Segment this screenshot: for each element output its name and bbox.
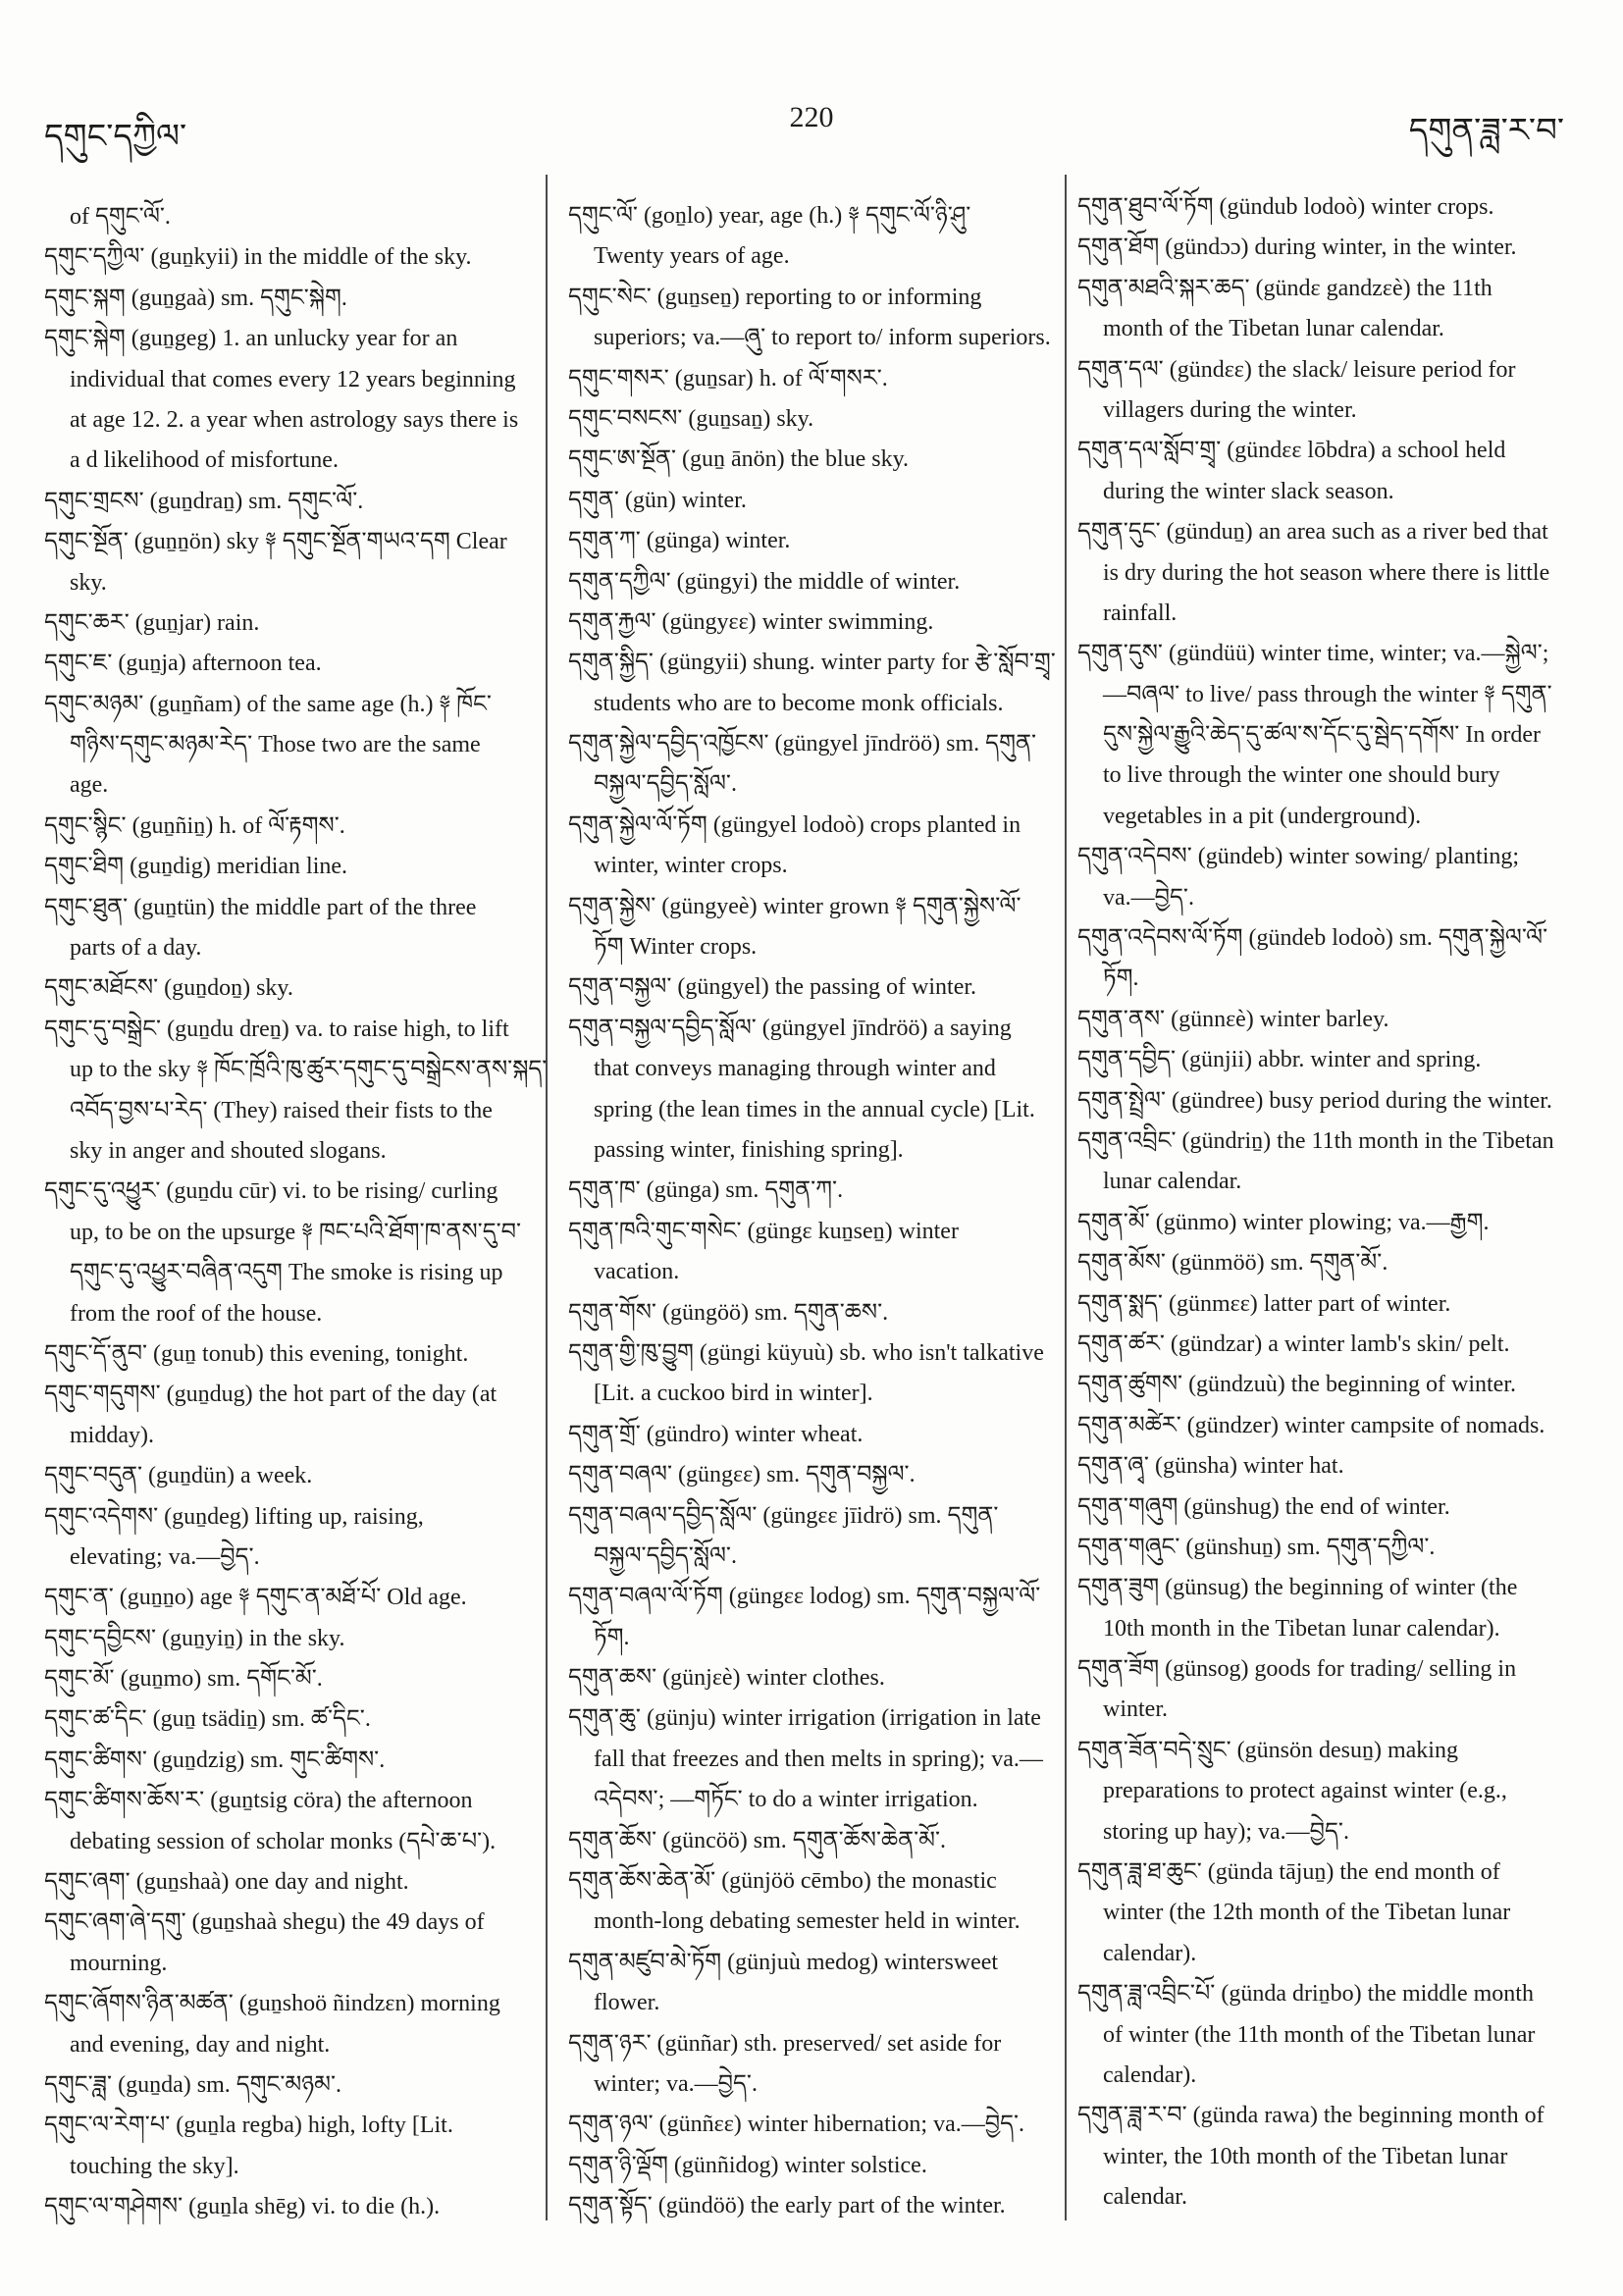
dictionary-entry bbox=[44, 2065, 540, 2106]
entry-headword-line: དགུང་མཐོངས་ (guṉdoṉ) sky. bbox=[44, 975, 293, 1002]
entry-continuation-line: elevating; va.—བྱེད་. bbox=[70, 1543, 260, 1570]
entry-headword-line: དགུན་ཟླ་ཐ་ཆུང་ (günda tājuṉ) the end month of bbox=[1077, 1859, 1500, 1886]
entry-headword-line: དགུང་ཆར་ (guṉjar) rain. bbox=[44, 609, 260, 636]
entry-continuation-line: གཉིས་དགུང་མཉམ་རེད་ Those two are the same bbox=[70, 732, 481, 758]
dictionary-entry bbox=[568, 602, 1059, 643]
entry-headword-line: དགུན་ཆུ་ (günju) winter irrigation (irrigation in late bbox=[568, 1705, 1041, 1732]
entry-continuation-line: བསྐྱལ་དབྱིད་སློལ་. bbox=[594, 1542, 737, 1569]
entry-headword-line: དགུན་བཞལ་ལོ་ཏོག (güngɛɛ lodog) sm. དགུན་བསྐྱལ་ལོ་ bbox=[568, 1584, 1041, 1610]
continued-entry-line: of དགུང་ལོ་. bbox=[70, 204, 171, 230]
dictionary-entry bbox=[44, 968, 540, 1009]
entry-headword-line: དགུང་གསར་ (guṉsar) h. of ལོ་གསར་. bbox=[568, 365, 888, 391]
dictionary-entry bbox=[1077, 228, 1578, 268]
entry-headword-line: དགུན་མཚེར་ (gündzer) winter campsite of nomads. bbox=[1077, 1412, 1545, 1438]
entry-headword-line: དགུན་ཐོག (gündɔɔ) during winter, in the winter. bbox=[1077, 235, 1517, 261]
dictionary-entry bbox=[1077, 837, 1578, 918]
dictionary-entry bbox=[44, 319, 540, 482]
dictionary-entry bbox=[1077, 187, 1578, 228]
dictionary-entry bbox=[1077, 1649, 1578, 1731]
dictionary-entry bbox=[568, 1861, 1059, 1943]
dictionary-entry bbox=[44, 1334, 540, 1375]
entry-headword-line: དགུན་སྨད་ (günmɛɛ) latter part of winter. bbox=[1077, 1290, 1451, 1317]
dictionary-entry bbox=[44, 847, 540, 887]
dictionary-entry bbox=[1077, 1852, 1578, 1974]
entry-headword-line: དགུང་མཉམ་ (guṉñam) of the same age (h.) ༈ ཁོང་ bbox=[44, 691, 492, 717]
dictionary-entry bbox=[568, 724, 1059, 806]
entry-continuation-line: va.—བྱེད་. bbox=[1103, 884, 1194, 911]
dictionary-entry bbox=[44, 1781, 540, 1862]
dictionary-entry bbox=[44, 685, 540, 807]
entry-continuation-line: month of the Tibetan lunar calendar. bbox=[1103, 316, 1444, 342]
dictionary-entry bbox=[44, 237, 540, 278]
dictionary-entry bbox=[44, 1578, 540, 1618]
entry-headword-line: དགུན་ནས་ (günnɛè) winter barley. bbox=[1077, 1006, 1389, 1032]
entry-continuation-line: sky. bbox=[70, 569, 107, 596]
entry-continuation-line: vegetables in a pit (underground). bbox=[1103, 803, 1422, 829]
dictionary-entry bbox=[1077, 1081, 1578, 1122]
dictionary-entry bbox=[568, 562, 1059, 602]
entry-headword-line: དགུང་དུ་འཕྱུར་ (guṉdu cūr) vi. to be rising/ curling bbox=[44, 1178, 498, 1205]
entry-continuation-line: ཏོག. bbox=[1103, 965, 1139, 992]
entry-continuation-line: winter. bbox=[1103, 1696, 1168, 1723]
entry-headword-line: དགུང་ན་ (guṉṉo) age ༈ དགུང་ན་མཐོ་པོ་ Old age. bbox=[44, 1585, 467, 1611]
entry-continuation-line: rainfall. bbox=[1103, 600, 1178, 626]
dictionary-entry bbox=[44, 279, 540, 319]
entry-continuation-line: འདེབས་; —གཏོང་ to do a winter irrigation. bbox=[594, 1787, 978, 1813]
dictionary-entry bbox=[44, 1010, 548, 1173]
dictionary-entry bbox=[44, 1619, 540, 1659]
entry-headword-line: དགུན་མཛུབ་མེ་ཏོག (günjuù medog) wintersweet bbox=[568, 1949, 999, 1975]
entry-continuation-line: དགུང་དུ་འཕྱུར་བཞིན་འདུག The smoke is rising up bbox=[70, 1260, 503, 1286]
entry-headword-line: དགུང་ཞོགས་ཉིན་མཚན་ (guṉshoö ñindzɛn) morning bbox=[44, 1991, 500, 2017]
column-left bbox=[44, 197, 548, 2228]
entry-headword-line: དགུན་དཀྱིལ་ (güngyi) the middle of winter. bbox=[568, 568, 961, 595]
entry-headword-line: དགུན་ཆོས་ (güncöö) sm. དགུན་ཆོས་ཆེན་མོ་. bbox=[568, 1827, 947, 1853]
dictionary-entry bbox=[568, 967, 1059, 1008]
entry-headword-line: དགུན་ཆོས་ཆེན་མོ་ (günjöö cēmbo) the monastic bbox=[568, 1868, 997, 1895]
running-head-right: དགུན་ཟླ་ར་བ་ bbox=[1408, 113, 1564, 149]
dictionary-entry bbox=[1077, 1243, 1578, 1283]
entry-continuation-line: winter, the 10th month of the Tibetan lunar bbox=[1103, 2143, 1508, 2169]
entry-continuation-line: superiors; va.—ཞུ་ to report to/ inform superiors. bbox=[594, 325, 1051, 351]
dictionary-entry bbox=[568, 2146, 1059, 2186]
dictionary-entry bbox=[568, 643, 1059, 724]
entry-continuation-line: individual that comes every 12 years beginning bbox=[70, 366, 516, 392]
dictionary-entry bbox=[1077, 2096, 1578, 2218]
entry-continuation-line: spring (the lean times in the annual cycle) [Lit. bbox=[594, 1096, 1035, 1122]
entry-headword-line: དགུན་ཟུག (günsug) the beginning of winter (the bbox=[1077, 1575, 1518, 1601]
dictionary-entry bbox=[568, 521, 1059, 561]
entry-headword-line: དགུང་ཚ་དིང་ (guṉ tsädiṉ) sm. ཚ་དིང་. bbox=[44, 1706, 371, 1733]
entry-headword-line: དགུན་སྐྱེལ་དབྱིད་འཁྱོངས་ (güngyel jīndröö) sm. དགུན་ bbox=[568, 731, 1037, 757]
column-middle bbox=[568, 196, 1059, 2227]
entry-headword-line: དགུང་ཐུན་ (guṉtün) the middle part of the three bbox=[44, 894, 477, 920]
dictionary-entry bbox=[1077, 1203, 1578, 1243]
dictionary-entry bbox=[1077, 350, 1578, 432]
dictionary-entry bbox=[1077, 918, 1578, 1000]
entry-continuation-line: ཏོག Winter crops. bbox=[594, 934, 758, 961]
dictionary-entry bbox=[568, 1455, 1059, 1495]
entry-continuation-line: debating session of scholar monks (དཔེ་ཆ་པ་). bbox=[70, 1828, 497, 1854]
entry-headword-line: དགུན་བསྐྱལ་ (güngyel) the passing of winter. bbox=[568, 974, 977, 1001]
dictionary-entry bbox=[568, 2024, 1059, 2106]
dictionary-entry bbox=[1077, 269, 1578, 350]
dictionary-entry bbox=[1077, 1000, 1578, 1040]
entry-continuation-line: villagers during the winter. bbox=[1103, 396, 1357, 423]
entry-headword-line: དགུང་ཇ་ (guṉja) afternoon tea. bbox=[44, 651, 322, 677]
entry-headword-line: དགུང་འདེགས་ (guṉdeg) lifting up, raising, bbox=[44, 1503, 424, 1530]
dictionary-entry bbox=[1077, 1325, 1578, 1365]
entry-headword-line: དགུང་སྔོན་ (guṉṉön) sky ༈ དགུང་སྔོན་གཡའ་དག Clear bbox=[44, 529, 507, 555]
dictionary-entry bbox=[1077, 1974, 1578, 2096]
dictionary-entry bbox=[568, 399, 1059, 440]
dictionary-entry bbox=[44, 603, 540, 644]
entry-headword-line: དགུན་འབྲིང་ (gündriṉ) the 11th month in the Tibetan bbox=[1077, 1127, 1554, 1154]
entry-headword-line: དགུང་ཟླ་ (guṉda) sm. དགུང་མཉམ་. bbox=[44, 2071, 341, 2098]
dictionary-entry bbox=[568, 196, 1059, 278]
entry-headword-line: དགུང་མོ་ (guṉmo) sm. དགོང་མོ་. bbox=[44, 1666, 323, 1693]
entry-continuation-line: Twenty years of age. bbox=[594, 243, 790, 270]
dictionary-entry bbox=[568, 887, 1059, 968]
dictionary-entry bbox=[1077, 1406, 1578, 1446]
dictionary-entry bbox=[568, 1171, 1059, 1211]
dictionary-entry bbox=[44, 1497, 540, 1579]
entry-continuation-line: of winter (the 11th month of the Tibetan lunar bbox=[1103, 2021, 1536, 2048]
entry-headword-line: དགུང་ཚིགས་ཆོས་ར་ (guṉtsig cöra) the afternoon bbox=[44, 1788, 473, 1814]
entry-headword-line: དགུན་དུང་ (günduṉ) an area such as a river bed that bbox=[1077, 519, 1548, 546]
dictionary-entry bbox=[44, 1862, 540, 1903]
entry-continuation-line: བསྐྱལ་དབྱིད་སློལ་. bbox=[594, 771, 737, 798]
dictionary-entry bbox=[568, 1698, 1059, 1820]
entry-headword-line: དགུན་གཞུག (günshug) the end of winter. bbox=[1077, 1493, 1450, 1520]
dictionary-entry bbox=[44, 1903, 540, 1984]
dictionary-entry bbox=[568, 806, 1059, 887]
entry-headword-line: དགུན་ཉར་ (günñar) sth. preserved/ set aside for bbox=[568, 2030, 1002, 2057]
dictionary-entry bbox=[1077, 634, 1578, 837]
entry-headword-line: དགུན་སྐྱེས་ (güngyeè) winter grown ༈ དགུན་སྐྱེས་ལོ་ bbox=[568, 893, 1021, 919]
entry-continuation-line: to live through the winter one should bury bbox=[1103, 762, 1500, 789]
entry-continuation-line: 10th month in the Tibetan lunar calendar). bbox=[1103, 1615, 1500, 1642]
entry-headword-line: དགུན་སྤྲེལ་ (gündree) busy period during the winter. bbox=[1077, 1087, 1552, 1114]
column-divider bbox=[546, 175, 548, 2220]
entry-headword-line: དགུན་ཐུབ་ལོ་ཏོག (gündub lodoò) winter crops. bbox=[1077, 194, 1494, 220]
entry-headword-line: དགུན་ཁ་ (günga) sm. དགུན་ཀ་. bbox=[568, 1177, 844, 1204]
dictionary-entry bbox=[568, 1658, 1059, 1698]
entry-continuation-line: winter; va.—བྱེད་. bbox=[594, 2070, 758, 2097]
entry-headword-line: དགུང་ཚིགས་ (guṉdzig) sm. གུང་ཚིགས་. bbox=[44, 1747, 386, 1773]
entry-continuation-line: and evening, day and night. bbox=[70, 2031, 331, 2058]
entry-headword-line: དགུན་འདེབས་ལོ་ཏོག (gündeb lodoò) sm. དགུན་སྐྱེལ་ལོ་ bbox=[1077, 925, 1548, 952]
dictionary-entry bbox=[568, 278, 1059, 359]
entry-headword-line: དགུང་ལ་རེག་པ་ (guṉla regba) high, lofty [Lit. bbox=[44, 2113, 453, 2139]
entry-headword-line: དགུན་ (gün) winter. bbox=[568, 487, 747, 513]
entry-headword-line: དགུན་དལ་སློབ་གྲྭ་ (gündɛɛ lōbdra) a school held bbox=[1077, 438, 1506, 464]
entry-headword-line: དགུང་བསངས་ (guṉsaṉ) sky. bbox=[568, 405, 814, 432]
entry-continuation-line: flower. bbox=[594, 1990, 660, 2016]
entry-continuation-line: from the roof of the house. bbox=[70, 1300, 323, 1327]
entry-continuation-line: mourning. bbox=[70, 1950, 168, 1976]
dictionary-entry bbox=[44, 1699, 540, 1740]
entry-headword-line: དགུང་དུ་བསྒྲེང་ (guṉdu dreṉ) va. to raise high, to lift bbox=[44, 1016, 509, 1042]
entry-headword-line: དགུང་སྐེག (guṉgeg) 1. an unlucky year for an bbox=[44, 326, 458, 352]
entry-continuation-line: winter (the 12th month of the Tibetan lunar bbox=[1103, 1900, 1511, 1926]
dictionary-entry bbox=[44, 644, 540, 684]
entry-continuation-line: touching the sky]. bbox=[70, 2153, 239, 2179]
entry-headword-line: དགུན་སྐྱིད་ (güngyii) shung. winter party for རྩེ་སློབ་གྲྭ་ bbox=[568, 650, 1056, 676]
dictionary-entry bbox=[1077, 1122, 1578, 1203]
entry-continuation-line: དུས་སྐྱེལ་རྒྱུའི་ཆེད་དུ་ཚལ་ས་དོང་དུ་སྦེད་དགོས་ In order bbox=[1103, 722, 1541, 749]
dictionary-entry bbox=[1077, 1487, 1578, 1528]
dictionary-entry bbox=[568, 1212, 1059, 1293]
entry-continuation-line: winter, winter crops. bbox=[594, 853, 788, 879]
entry-headword-line: དགུན་ཟླ་འབྲིང་པོ་ (günda driṉbo) the middle month bbox=[1077, 1981, 1534, 2008]
entry-headword-line: དགུང་ཐིག (guṉdig) meridian line. bbox=[44, 854, 348, 880]
entry-continuation-line: vacation. bbox=[594, 1259, 680, 1285]
dictionary-entry bbox=[44, 1172, 540, 1334]
entry-headword-line: དགུན་གྱི་ཁུ་བྱུག (güngi küyuù) sb. who isn't talkative bbox=[568, 1339, 1044, 1366]
entry-headword-line: དགུང་དཀྱིལ་ (guṉkyii) in the middle of the sky. bbox=[44, 244, 472, 271]
dictionary-entry bbox=[44, 888, 540, 969]
dictionary-entry bbox=[1077, 1040, 1578, 1080]
dictionary-entry bbox=[44, 2187, 540, 2227]
entry-continuation-line: during the winter slack season. bbox=[1103, 478, 1394, 504]
dictionary-entry bbox=[44, 1659, 540, 1699]
entry-headword-line: དགུང་གྲངས་ (guṉdraṉ) sm. དགུང་ལོ་. bbox=[44, 488, 364, 514]
dictionary-entry bbox=[568, 440, 1059, 480]
entry-continuation-line: at age 12. 2. a year when astrology says there is bbox=[70, 406, 519, 433]
column-divider bbox=[1065, 175, 1067, 2220]
dictionary-entry bbox=[1077, 431, 1578, 512]
entry-headword-line: དགུན་ཀ་ (günga) winter. bbox=[568, 528, 791, 554]
entry-continuation-line: month-long debating semester held in winter. bbox=[594, 1908, 1021, 1935]
entry-headword-line: དགུན་ཚུགས་ (gündzuù) the beginning of winter. bbox=[1077, 1372, 1516, 1398]
entry-continuation-line: lunar calendar. bbox=[1103, 1169, 1242, 1195]
entry-continuation-line: འབོད་བྱས་པ་རེད་ (They) raised their fists to the bbox=[70, 1097, 493, 1123]
entry-headword-line: དགུན་ཉི་ལྡོག (günñidog) winter solstice. bbox=[568, 2152, 927, 2178]
dictionary-entry bbox=[568, 1009, 1059, 1172]
dictionary-entry bbox=[1077, 512, 1578, 634]
entry-headword-line: དགུན་ཟོན་བདེ་སྲུང་ (günsön desuṉ) making bbox=[1077, 1737, 1458, 1763]
entry-headword-line: དགུན་དབྱིད་ (günjii) abbr. winter and spring. bbox=[1077, 1047, 1482, 1073]
entry-continuation-line: storing up hay); va.—བྱེད་. bbox=[1103, 1818, 1349, 1845]
dictionary-entry bbox=[1077, 1528, 1578, 1568]
entry-headword-line: དགུན་བསྐྱལ་དབྱིད་སློལ་ (güngyel jīndröö) a saying bbox=[568, 1015, 1012, 1041]
entry-continuation-line: calendar. bbox=[1103, 2184, 1187, 2211]
entry-continuation-line: passing winter, finishing spring]. bbox=[594, 1136, 904, 1163]
entry-headword-line: དགུང་དབྱིངས་ (guṉyiṉ) in the sky. bbox=[44, 1625, 345, 1651]
entry-continuation-line: parts of a day. bbox=[70, 935, 202, 962]
entry-headword-line: དགུན་ཟོག (günsog) goods for trading/ selling in bbox=[1077, 1656, 1517, 1683]
entry-headword-line: དགུན་མོ་ (günmo) winter plowing; va.—རྒྱག. bbox=[1077, 1209, 1490, 1235]
entry-headword-line: དགུན་གོས་ (güngöö) sm. དགུན་ཆས་. bbox=[568, 1299, 889, 1326]
dictionary-entry bbox=[1077, 1731, 1578, 1852]
dictionary-entry bbox=[44, 807, 540, 847]
entry-headword-line: དགུན་མཐའི་སྐར་ཆད་ (gündɛ gandzɛè) the 11th bbox=[1077, 275, 1492, 301]
dictionary-entry bbox=[568, 1577, 1059, 1658]
dictionary-entry bbox=[44, 1984, 540, 2065]
entry-headword-line: དགུང་གདུགས་ (guṉdug) the hot part of the day (at bbox=[44, 1382, 497, 1408]
entry-headword-line: དགུང་ལོ་ (goṉlo) year, age (h.) ༈ དགུང་ལོ་ཉི་ཤུ་ bbox=[568, 203, 971, 229]
entry-headword-line: དགུང་ཞག་ (guṉshaà) one day and night. bbox=[44, 1869, 409, 1896]
entry-continuation-line: fall that freezes and then melts in spring); va.— bbox=[594, 1746, 1043, 1772]
entry-continuation-line: is dry during the hot season where there is little bbox=[1103, 559, 1550, 586]
entry-headword-line: དགུན་ཆས་ (günjɛè) winter clothes. bbox=[568, 1665, 885, 1692]
entry-continuation-line: students who are to become monk officials. bbox=[594, 690, 1004, 716]
entry-headword-line: དགུང་དོ་ནུབ་ (guṉ tonub) this evening, tonight. bbox=[44, 1340, 469, 1367]
dictionary-entry bbox=[568, 2186, 1059, 2226]
dictionary-entry bbox=[568, 359, 1059, 399]
entry-continuation-line: —བཞལ་ to live/ pass through the winter ༈ དགུན་ bbox=[1103, 681, 1552, 707]
entry-headword-line: དགུན་སྟོད་ (gündöö) the early part of the winter. bbox=[568, 2193, 1006, 2219]
dictionary-entry bbox=[568, 1496, 1059, 1578]
entry-continuation-line: a d likelihood of misfortune. bbox=[70, 447, 339, 474]
entry-headword-line: དགུན་གྲོ་ (gündro) winter wheat. bbox=[568, 1421, 864, 1447]
entry-headword-line: དགུང་སྐག (guṉgaà) sm. དགུང་སྐེག. bbox=[44, 285, 347, 311]
entry-headword-line: དགུན་དལ་ (gündɛɛ) the slack/ leisure period for bbox=[1077, 356, 1516, 383]
entry-headword-line: དགུན་ཞྭ་ (günsha) winter hat. bbox=[1077, 1453, 1344, 1480]
dictionary-entry bbox=[568, 1333, 1059, 1415]
column-right bbox=[1077, 187, 1578, 2218]
entry-headword-line: དགུང་སྙིང་ (guṉñiṉ) h. of ལོ་རྟགས་. bbox=[44, 812, 345, 839]
entry-continuation-line: up, to be on the upsurge ༈ ཁང་པའི་ཐོག་ཁ་ནས་དུ་བ་ bbox=[70, 1219, 522, 1245]
entry-headword-line: དགུན་ཁའི་གུང་གསེང་ (güngɛ kuṉseṉ) winter bbox=[568, 1218, 959, 1244]
entry-headword-line: དགུན་དུས་ (gündüü) winter time, winter; va.—སྐྱེལ་; bbox=[1077, 641, 1549, 667]
entry-headword-line: དགུང་ཨ་སྔོན་ (guṉ ānön) the blue sky. bbox=[568, 446, 910, 473]
entry-continuation-line: calendar). bbox=[1103, 2061, 1197, 2088]
dictionary-entry bbox=[568, 1821, 1059, 1861]
page-number: 220 bbox=[789, 101, 834, 133]
running-head-left: དགུང་དཀྱིལ་ bbox=[44, 119, 187, 155]
entry-headword-line: དགུན་ཉལ་ (günñɛɛ) winter hibernation; va.—བྱེད་. bbox=[568, 2112, 1025, 2138]
dictionary-entry bbox=[568, 1415, 1059, 1455]
entry-headword-line: དགུང་ལ་གཤེགས་ (guṉla shēg) vi. to die (h.). bbox=[44, 2194, 441, 2220]
dictionary-entry bbox=[1077, 1568, 1578, 1649]
entry-headword-line: དགུན་བཞལ་ (güngɛɛ) sm. དགུན་བསྐྱལ་. bbox=[568, 1462, 916, 1488]
entry-headword-line: དགུན་གཞུང་ (günshuṉ) sm. དགུན་དཀྱིལ་. bbox=[1077, 1534, 1436, 1560]
entry-headword-line: དགུན་བཞལ་དབྱིད་སློལ་ (güngɛɛ jīidrö) sm. དགུན་ bbox=[568, 1502, 999, 1529]
entry-headword-line: དགུན་ཚར་ (gündzar) a winter lamb's skin/ pelt. bbox=[1077, 1331, 1510, 1357]
dictionary-entry bbox=[568, 1293, 1059, 1333]
entry-continuation-line: calendar). bbox=[1103, 1940, 1197, 1966]
dictionary-entry bbox=[1077, 1446, 1578, 1487]
dictionary-entry bbox=[44, 1375, 540, 1456]
entry-continuation-line: [Lit. a cuckoo bird in winter]. bbox=[594, 1381, 873, 1407]
dictionary-entry bbox=[44, 482, 540, 522]
entry-headword-line: དགུན་སྐྱེལ་ལོ་ཏོག (güngyel lodoò) crops planted in bbox=[568, 811, 1021, 838]
dictionary-entry bbox=[44, 522, 540, 603]
entry-continuation-line: that conveys managing through winter and bbox=[594, 1056, 996, 1082]
entry-continuation-line: up to the sky ༈ ཁོང་ཁྲོའི་ཁུ་ཚུར་དགུང་དུ་བསྒྲེངས་ནས་སྐད་ bbox=[70, 1057, 548, 1083]
entry-headword-line: དགུན་རྐྱལ་ (güngyɛɛ) winter swimming. bbox=[568, 608, 934, 635]
entry-headword-line: དགུན་ཟླ་ར་བ་ (günda rawa) the beginning month of bbox=[1077, 2103, 1544, 2129]
dictionary-entry bbox=[44, 2106, 540, 2187]
dictionary-entry bbox=[568, 481, 1059, 521]
entry-continuation-line: midday). bbox=[70, 1422, 154, 1448]
entry-continuation-line: ཏོག. bbox=[594, 1624, 630, 1650]
dictionary-entry bbox=[568, 1943, 1059, 2024]
dictionary-entry bbox=[1077, 1365, 1578, 1405]
entry-headword-line: དགུང་སེང་ (guṉseṉ) reporting to or informing bbox=[568, 284, 982, 310]
dictionary-entry bbox=[44, 1456, 540, 1496]
entry-continuation-line: preparations to protect against winter (e.g., bbox=[1103, 1778, 1507, 1804]
entry-headword-line: དགུན་འདེབས་ (gündeb) winter sowing/ planting; bbox=[1077, 844, 1520, 870]
dictionary-entry bbox=[44, 1741, 540, 1781]
entry-continuation-line: age. bbox=[70, 772, 109, 799]
dictionary-entry bbox=[1077, 1284, 1578, 1325]
entry-continuation-line: sky in anger and shouted slogans. bbox=[70, 1137, 387, 1164]
entry-headword-line: དགུན་མོས་ (günmöö) sm. དགུན་མོ་. bbox=[1077, 1250, 1388, 1277]
entry-headword-line: དགུང་ཞག་ཞེ་དགུ་ (guṉshaà shegu) the 49 days of bbox=[44, 1909, 485, 1936]
dictionary-entry bbox=[568, 2105, 1059, 2145]
entry-headword-line: དགུང་བདུན་ (guṉdün) a week. bbox=[44, 1463, 313, 1489]
